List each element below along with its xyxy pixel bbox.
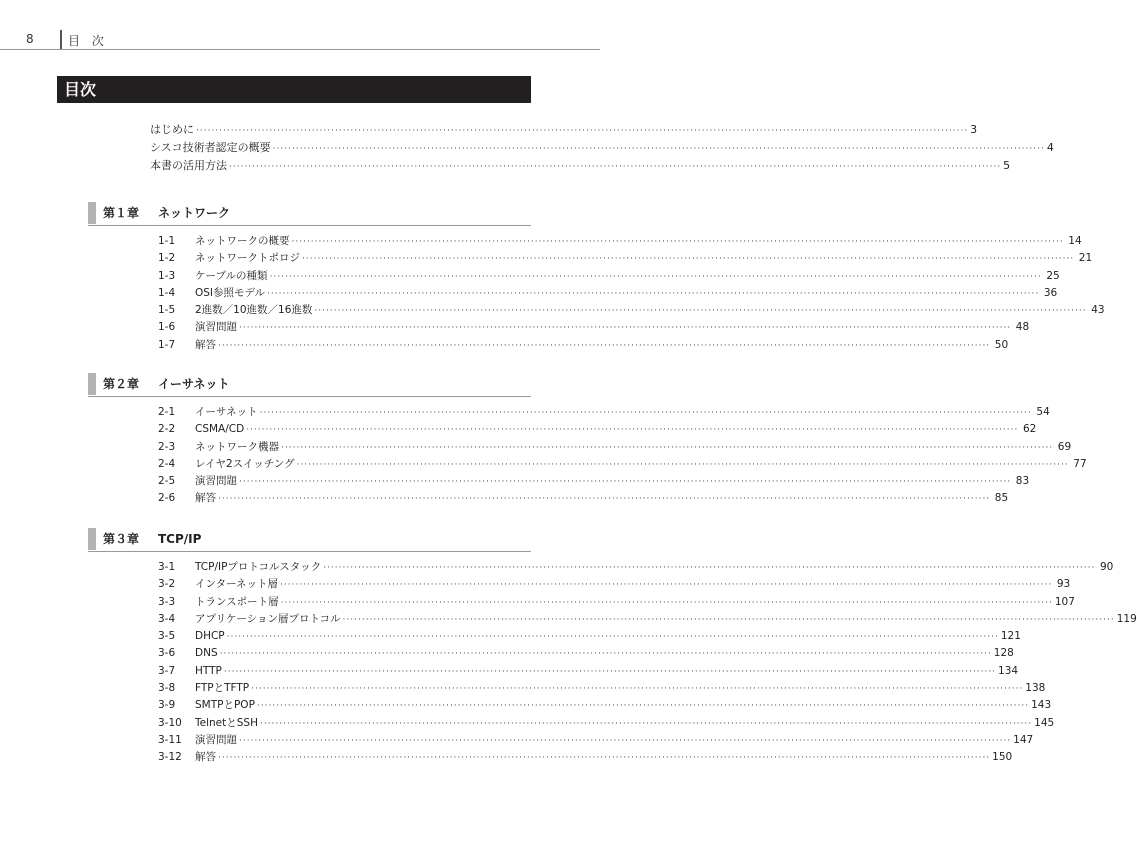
section-page: 143 <box>1031 699 1052 712</box>
section-title: DNS <box>195 647 218 660</box>
section-title: ネットワークの概要 <box>195 235 290 247</box>
section-number: 1-3 <box>158 269 176 282</box>
toc-entry[interactable] <box>158 732 1034 749</box>
toc-entry[interactable] <box>158 439 1072 456</box>
section-title: アプリケーション層プロトコル <box>195 612 341 625</box>
section-page: 147 <box>1013 733 1034 746</box>
dot-leader: ········································································································································································································ <box>280 597 1053 608</box>
header-divider <box>60 30 62 49</box>
chapter-name: イーサネット <box>158 377 230 391</box>
section-title: OSI参照モデル <box>195 286 266 299</box>
chapter-1 <box>88 202 1105 351</box>
section-number: 3-12 <box>158 751 182 764</box>
dot-leader: ········································································································································································································ <box>267 288 1040 299</box>
toc-entry[interactable] <box>158 404 1050 421</box>
section-page: 21 <box>1078 252 1093 265</box>
section-number: 3-8 <box>158 682 176 695</box>
section-title: 演習問題 <box>195 733 237 746</box>
running-header-title: 目 次 <box>68 34 108 48</box>
section-number: 3-6 <box>158 647 176 660</box>
toc-entry[interactable] <box>150 157 1011 175</box>
chapter-label: 第２章 <box>103 377 140 391</box>
section-list <box>158 559 1137 767</box>
toc-entry[interactable] <box>158 233 1082 250</box>
entry-title: はじめに <box>150 123 194 136</box>
section-number: 1-4 <box>158 286 176 299</box>
header-rule <box>0 49 600 50</box>
chapter-2 <box>88 373 1087 505</box>
front-matter-list <box>150 121 1054 175</box>
section-page: 138 <box>1025 682 1046 695</box>
toc-title-bar: 目次 <box>57 76 531 103</box>
section-page: 50 <box>994 338 1009 351</box>
section-number: 2-2 <box>158 423 176 436</box>
section-number: 3-11 <box>158 733 182 746</box>
chapter-heading[interactable] <box>88 202 531 224</box>
toc-entry[interactable] <box>158 697 1052 714</box>
dot-leader: ········································································································································································································ <box>239 735 1012 746</box>
entry-title: 本書の活用方法 <box>150 159 227 172</box>
section-title: インターネット層 <box>195 578 279 591</box>
entry-title: シスコ技術者認定の概要 <box>150 141 271 154</box>
dot-leader: ········································································································································································································ <box>226 632 999 643</box>
dot-leader: ········································································································································································································ <box>323 563 1096 573</box>
section-title: 解答 <box>195 751 216 764</box>
chapter-heading[interactable] <box>88 528 531 550</box>
section-list <box>158 404 1087 508</box>
chapter-name: TCP/IP <box>158 532 202 546</box>
dot-leader: ········································································································································································································ <box>196 126 969 136</box>
dot-leader: ········································································································································································································ <box>256 701 1030 712</box>
chapter-label: 第１章 <box>103 206 140 220</box>
section-page: 83 <box>1015 475 1030 488</box>
section-page: 134 <box>998 664 1019 677</box>
section-number: 1-2 <box>158 252 176 265</box>
toc-entry[interactable] <box>158 715 1055 732</box>
toc-entry[interactable] <box>158 645 1014 662</box>
section-page: 150 <box>992 751 1013 764</box>
chapter-name: ネットワーク <box>158 206 231 220</box>
chapter-label: 第３章 <box>103 532 140 546</box>
section-page: 48 <box>1015 321 1030 334</box>
chapter-heading[interactable] <box>88 373 531 395</box>
page-number: 8 <box>26 32 34 46</box>
section-page: 54 <box>1036 406 1050 418</box>
entry-page: 5 <box>1003 159 1011 172</box>
section-number: 3-9 <box>158 699 176 712</box>
chapter-rule <box>88 396 531 397</box>
toc-entry[interactable] <box>158 456 1087 473</box>
section-page: 90 <box>1100 561 1114 573</box>
section-number: 2-5 <box>158 475 176 488</box>
section-page: 14 <box>1068 235 1082 247</box>
toc-entry[interactable] <box>158 319 1030 336</box>
section-number: 2-6 <box>158 492 176 505</box>
section-title: 演習問題 <box>195 475 237 488</box>
section-title: SMTPとPOP <box>195 699 255 712</box>
dot-leader: ········································································································································································································ <box>281 442 1054 453</box>
section-title: ケーブルの種類 <box>195 269 268 282</box>
section-page: 62 <box>1023 423 1037 436</box>
toc-entry[interactable] <box>158 611 1137 628</box>
section-number: 2-4 <box>158 457 176 470</box>
toc-entry[interactable] <box>158 628 1021 645</box>
section-number: 2-1 <box>158 406 176 418</box>
section-number: 2-3 <box>158 440 176 453</box>
chapter-rule <box>88 551 531 552</box>
toc-entry[interactable] <box>158 663 1019 680</box>
toc-entry[interactable] <box>158 749 1013 766</box>
toc-entry[interactable] <box>158 576 1071 593</box>
running-header <box>0 28 600 50</box>
section-page: 77 <box>1073 457 1087 470</box>
section-list <box>158 233 1105 354</box>
section-title: 解答 <box>195 492 216 505</box>
toc-entry[interactable] <box>158 285 1058 302</box>
section-title: ネットワークトポロジ <box>195 252 300 265</box>
section-page: 128 <box>993 647 1014 660</box>
section-title: イーサネット <box>195 406 258 418</box>
section-page: 25 <box>1046 269 1060 282</box>
entry-page: 4 <box>1046 141 1054 154</box>
dot-leader: ········································································································································································································ <box>314 306 1087 317</box>
section-title: CSMA/CD <box>195 423 245 436</box>
section-number: 3-10 <box>158 716 182 729</box>
section-title: ネットワーク機器 <box>195 440 279 453</box>
entry-page: 3 <box>970 123 978 136</box>
dot-leader: ········································································································································································································ <box>246 425 1019 436</box>
dot-leader: ········································································································································································································ <box>269 271 1042 282</box>
section-page: 145 <box>1034 716 1055 729</box>
chapter-3 <box>88 528 1137 764</box>
section-page: 85 <box>994 492 1009 505</box>
dot-leader: ········································································································································································································ <box>259 718 1033 729</box>
dot-leader: ········································································································································································································ <box>239 477 1012 488</box>
section-title: レイヤ2スイッチング <box>195 457 295 470</box>
section-number: 3-1 <box>158 561 176 573</box>
section-number: 1-7 <box>158 338 176 351</box>
section-page: 107 <box>1054 595 1075 608</box>
section-page: 69 <box>1057 440 1072 453</box>
dot-leader: ········································································································································································································ <box>291 237 1064 247</box>
toc-entry[interactable] <box>158 594 1075 611</box>
toc-entry[interactable] <box>158 337 1009 354</box>
section-number: 1-5 <box>158 304 176 317</box>
toc-entry[interactable] <box>158 473 1030 490</box>
toc-entry[interactable] <box>158 250 1093 267</box>
section-number: 3-4 <box>158 612 176 625</box>
section-page: 119 <box>1116 612 1137 625</box>
section-title: トランスポート層 <box>195 595 279 608</box>
section-number: 3-2 <box>158 578 176 591</box>
toc-entry[interactable] <box>158 302 1105 319</box>
section-title: DHCP <box>195 630 225 643</box>
toc-entry[interactable] <box>158 680 1046 697</box>
section-title: TCP/IPプロトコルスタック <box>195 561 322 573</box>
section-number: 3-7 <box>158 664 176 677</box>
dot-leader: ········································································································································································································ <box>229 162 1002 172</box>
section-page: 43 <box>1091 304 1105 317</box>
dot-leader: ········································································································································································································ <box>296 459 1069 470</box>
dot-leader: ········································································································································································································ <box>218 753 991 764</box>
dot-leader: ········································································································································································································ <box>259 408 1032 418</box>
section-title: 2進数／10進数／16進数 <box>195 304 313 317</box>
dot-leader: ········································································································································································································ <box>342 614 1115 625</box>
section-page: 93 <box>1056 578 1071 591</box>
dot-leader: ········································································································································································································ <box>219 649 992 660</box>
section-number: 3-3 <box>158 595 176 608</box>
toc-entry[interactable] <box>150 121 978 139</box>
section-title: TelnetとSSH <box>195 716 258 729</box>
dot-leader: ········································································································································································································ <box>218 340 991 351</box>
dot-leader: ········································································································································································································ <box>251 684 1024 695</box>
dot-leader: ········································································································································································································ <box>223 666 997 677</box>
toc-entry[interactable] <box>150 139 1054 157</box>
section-title: 解答 <box>195 338 216 351</box>
chapter-rule <box>88 225 531 226</box>
toc-entry[interactable] <box>158 490 1009 507</box>
toc-entry[interactable] <box>158 268 1060 285</box>
toc-entry[interactable] <box>158 421 1037 438</box>
section-title: FTPとTFTP <box>195 682 250 695</box>
dot-leader: ········································································································································································································ <box>218 494 991 505</box>
dot-leader: ········································································································································································································ <box>239 323 1012 334</box>
section-title: 演習問題 <box>195 321 237 334</box>
dot-leader: ········································································································································································································ <box>272 144 1045 154</box>
section-title: HTTP <box>195 664 222 677</box>
section-page: 36 <box>1043 286 1058 299</box>
section-number: 1-1 <box>158 235 176 247</box>
section-number: 3-5 <box>158 630 176 643</box>
toc-entry[interactable] <box>158 559 1114 576</box>
dot-leader: ········································································································································································································ <box>302 254 1075 265</box>
section-page: 121 <box>1000 630 1021 643</box>
section-number: 1-6 <box>158 321 176 334</box>
dot-leader: ········································································································································································································ <box>280 580 1053 591</box>
